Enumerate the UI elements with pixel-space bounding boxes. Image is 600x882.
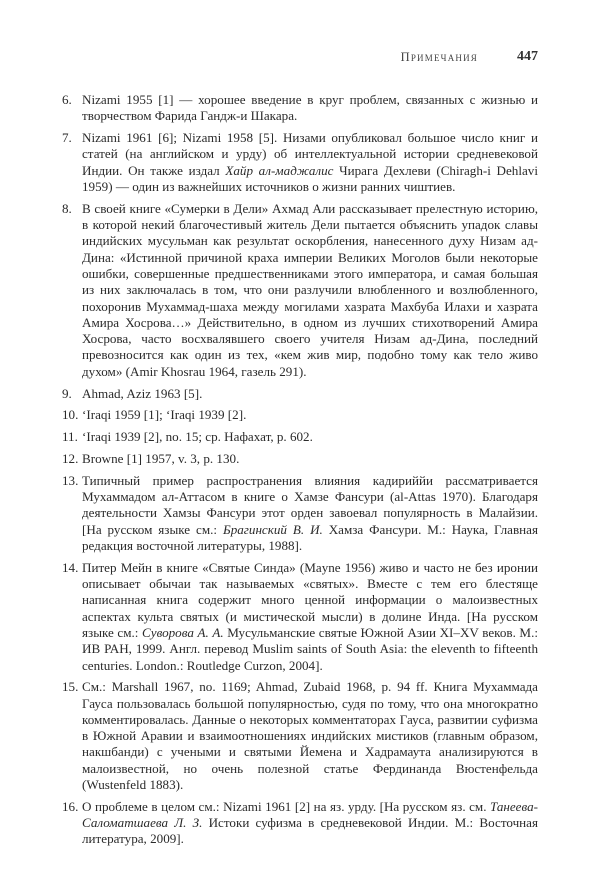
note-text: См.: Marshall 1967, no. 1169; Ahmad, Zubaid 1968, p. 94 ff. Книга Мухаммада Гауса пользовалась большой популярностью, судя по тому, что она многократно комментировалась. Данные о некоторых комментаторах Гауса, развитии суфизма в Южной Аравии и взаимоотношениях индийских мистиков (главным образом, накшбанди) с учеными и святыми Йемена и Хадрамаута анализируются в малоизвестной, но очень полезной статье Фердинанда Вюстенфельда (Wustenfeld 1883). bbox=[82, 679, 538, 793]
note-text: Ahmad, Aziz 1963 [5]. bbox=[82, 385, 203, 401]
note-number: 13. bbox=[62, 472, 79, 488]
note-italic-text: Танеева-Саломатшаева Л. З. bbox=[82, 798, 538, 831]
note-text: Мусульманские святые Южной Азии XI–XV веков. М.: ИВ РАН, 1999. Англ. перевод Muslim saints of South Asia: the eleventh to fifteenth centuries. London.: Routledge Curzon, 2004]. bbox=[82, 624, 538, 673]
note-text: ‘Iraqi 1939 [2], no. 15; ср. Нафахат, p. 602. bbox=[82, 429, 313, 445]
notes-list bbox=[62, 92, 538, 853]
note-item bbox=[62, 560, 538, 674]
running-title: Примечания bbox=[400, 50, 478, 64]
note-text: О проблеме в целом см.: Nizami 1961 [2] на яз. урду. [На русском яз. см. bbox=[82, 798, 491, 814]
note-item bbox=[62, 799, 538, 848]
note-number: 12. bbox=[62, 450, 79, 466]
note-number: 11. bbox=[62, 429, 78, 445]
note-item bbox=[62, 201, 538, 380]
note-text: Питер Мейн в книге «Святые Синда» (Mayne 1956) живо и часто не без иронии описывает обычаи так называемых «святых». Вместе с тем его блестяще написанная книга содержит много ценной информации о малоизвестных аспектах культа святых (и мистической мысли) в долине Инда. [На русском языке см.: bbox=[82, 559, 538, 640]
note-item bbox=[62, 130, 538, 195]
note-text: Истоки суфизма в средневековой Индии. М.: Восточная литература, 2009]. bbox=[82, 815, 539, 847]
note-italic-text: Брагинский В. И. bbox=[222, 521, 323, 537]
note-item bbox=[62, 386, 538, 402]
note-item bbox=[62, 451, 538, 467]
note-item bbox=[62, 473, 538, 554]
note-text: Browne [1] 1957, v. 3, p. 130. bbox=[82, 450, 240, 466]
note-number: 14. bbox=[62, 559, 79, 575]
page-number: 447 bbox=[517, 49, 538, 64]
note-number: 15. bbox=[62, 679, 79, 695]
note-italic-text: Хайр ал-маджалис bbox=[225, 162, 334, 178]
note-text: В своей книге «Сумерки в Дели» Ахмад Али рассказывает прелестную историю, в которой некий благочестивый житель Дели пытается объяснить упадок славы индийских мусульман как результат оскорбления, нанесенного духу Низам ад-Дина: «Истинной причиной краха империи Великих Моголов были некоторые ошибки, совершенные предшественниками этого императора, и самая большая из них заключалась в том, что они разлучили влюбленного и возлюбленного, похоронив Мухаммад-шаха между могилами хазрата Махбуба Илахи и хазрата Амира Хосрова…» Действительно, в одном из лучших стихотворений Амира Хосрова, часто восхвалявшего своего учителя Низам ад-Дина, последний превозносится как один из тех, «кем жив мир, подобно тому как тело живо духом» (Amir Khosrau 1964, газель 291). bbox=[82, 200, 538, 379]
note-number: 6. bbox=[62, 92, 72, 107]
note-text: Nizami 1961 [6]; Nizami 1958 [5]. Низами опубликовал большое число книг и статей (на английском и урду) об интеллектуальной истории средневековой Индии. Он также издал bbox=[82, 130, 538, 178]
note-text: ‘Iraqi 1959 [1]; ‘Iraqi 1939 [2]. bbox=[82, 407, 247, 423]
note-text: Типичный пример распространения влияния кадириййи рассматривается Мухаммадом ал-Аттасом в книге о Хамзе Фансури (al-Attas 1970). Благодаря деятельности Хамзы Фансури этот орден завоевал популярность в Малайзии. [На русском языке см.: bbox=[82, 472, 538, 537]
note-text: Nizami 1955 [1] — хорошее введение в круг проблем, связанных с жизнью и творчеством Фарида Гандж-и Шакара. bbox=[82, 92, 538, 124]
note-text: Чирага Дехлеви (Chiragh-i Dehlavi 1959) — один из важнейших источников о жизни ранних чиштиев. bbox=[82, 162, 538, 194]
note-item bbox=[62, 407, 538, 423]
note-number: 8. bbox=[62, 200, 72, 216]
note-item bbox=[62, 429, 538, 445]
note-text: Хамза Фансури. М.: Наука, Главная редакция восточной литературы, 1988]. bbox=[82, 521, 538, 553]
note-number: 7. bbox=[62, 130, 72, 146]
note-italic-text: Суворова А. А. bbox=[142, 624, 224, 640]
note-item bbox=[62, 679, 538, 793]
note-number: 9. bbox=[62, 385, 72, 401]
note-number: 10. bbox=[62, 407, 79, 423]
page-header bbox=[62, 50, 538, 70]
note-number: 16. bbox=[62, 798, 79, 814]
note-item bbox=[62, 92, 538, 125]
